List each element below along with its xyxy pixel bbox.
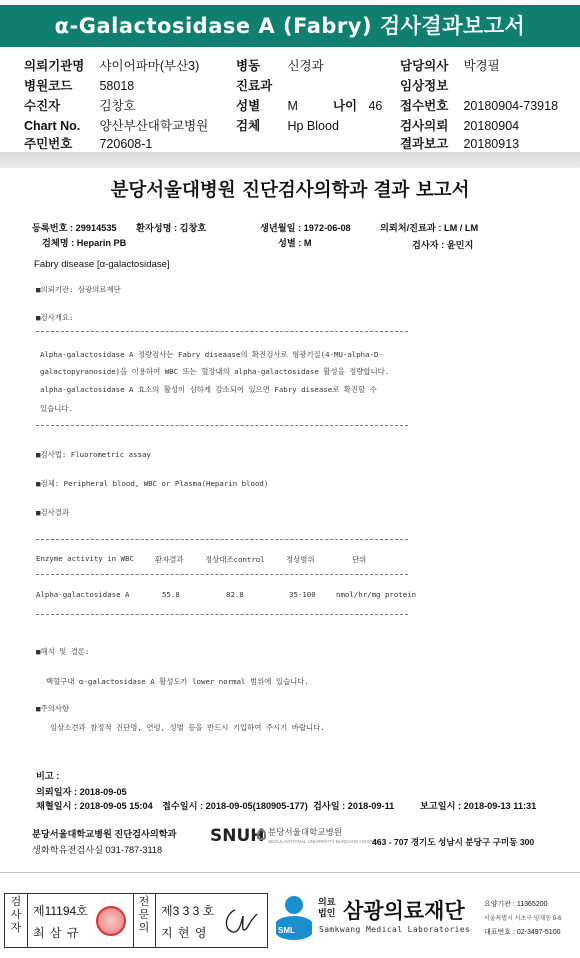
overview-line: Alpha-galactosidase A 정량검사는 Fabry diseaase의 확진검사로 형광기질(4-MU-alpha-D-: [40, 350, 383, 359]
test-date: 검사일 : 2018-09-11: [313, 801, 395, 811]
footer-contact: 생화학유전검사실 031-787-3118: [32, 845, 163, 855]
table-cell: nmol/hr/mg protein: [336, 590, 417, 599]
table-header: 정상범위: [286, 555, 315, 564]
results-heading: ■검사결과: [36, 508, 70, 517]
lab-name: 삼광의료재단: [343, 899, 465, 923]
overview-heading: ■검사개요:: [36, 313, 74, 322]
lab-address: 서울특별시 서초구 양재동 9-6: [484, 916, 562, 922]
dashed-rule: [36, 614, 408, 615]
table-header: Enzyme activity in WBC: [36, 554, 134, 563]
examiner-vertical-label: 검 사 자: [10, 896, 22, 934]
overview-line: 있습니다.: [40, 404, 74, 413]
resident-no-row: [24, 134, 152, 152]
institution-label: 의뢰기관명: [24, 59, 85, 73]
signature-box: [4, 893, 268, 948]
table-cell: Alpha-galactosidase A: [36, 590, 130, 599]
birth-date: 생년월일 : 1972-06-08: [260, 223, 351, 233]
examiner-signature-name: 최 삼 규: [33, 926, 80, 940]
interpretation-text: 백혈구내 α-galactosidase A 활성도가 lower normal 범위에 있습니다.: [46, 677, 309, 686]
table-header: 정상대조control: [205, 555, 265, 564]
examiner-license-no: 제11194호: [33, 904, 88, 918]
sml-logo-icon: [272, 894, 316, 944]
request-date-label: 검사의뢰: [400, 119, 449, 133]
specimen-name: 검체명 : Heparin PB: [42, 238, 127, 248]
dashed-rule: [36, 425, 408, 426]
handwritten-signature-icon: [221, 904, 261, 940]
lab-eng-name: Samkwang Medical Laboratories: [319, 925, 471, 934]
section-divider: [0, 152, 580, 168]
examiner: 검사자 : 윤민지: [412, 240, 474, 250]
report-date-value: 20180913: [463, 137, 520, 151]
request-date: 의뢰일자 : 2018-09-05: [36, 787, 127, 797]
clinical-info-label: 임상정보: [400, 79, 449, 93]
patient-row: [24, 96, 136, 114]
method: ■검사법: Fluorometric assay: [36, 450, 151, 459]
doctor-value: 박경필: [463, 59, 500, 73]
overview-line: galactopyranoside)을 이용하여 WBC 또는 혈장내의 alpha-galactosidase 활성을 정량합니다.: [40, 367, 390, 376]
table-header: 환자결과: [155, 555, 184, 564]
institution-row: [24, 56, 199, 74]
divider: [27, 894, 28, 947]
chart-no-value: 양산부산대학교병원: [99, 119, 209, 133]
snuh-address: 463 - 707 경기도 성남시 분당구 구미동 300: [372, 837, 535, 847]
specimen-row: [236, 116, 339, 134]
report-date-row: [400, 134, 519, 152]
sample-date: 채혈일시 : 2018-09-05 15:04: [36, 801, 153, 811]
table-header: 단위: [352, 555, 367, 564]
specialist-signature-name: 지 현 영: [161, 926, 208, 940]
table-cell: 55.8: [162, 590, 180, 599]
ward-label: 병동: [236, 59, 261, 73]
table-cell: 35-100: [289, 590, 316, 599]
corp-label-1: 의료: [318, 897, 336, 907]
patient-name: 환자성명 : 김창호: [136, 223, 207, 233]
footer-org: 분당서울대학교병원 진단검사의학과: [32, 829, 177, 839]
chart-no-label: Chart No.: [24, 119, 81, 133]
institution-value: 샤이어파마(부산3): [99, 59, 200, 73]
test-name: Fabry disease [α-galactosidase]: [34, 259, 170, 270]
snuh-sub: SEOUL NATIONAL UNIVERSITY BUNDANG HOSPITAL: [268, 839, 382, 844]
receipt-no-label: 접수번호: [400, 99, 449, 113]
ward-row: [236, 56, 324, 74]
interpretation-heading: ■해석 및 결론:: [36, 647, 90, 656]
age-label: 나이: [332, 99, 358, 113]
specialist-license-no: 제3 3 3 호: [161, 904, 215, 918]
receipt-no-row: [400, 96, 558, 114]
resident-no-value: 720608-1: [99, 137, 153, 151]
report-date-label: 결과보고: [400, 137, 449, 151]
reg-no: 등록번호 : 29914535: [32, 223, 117, 233]
requesting-org: ■의뢰기관: 삼광의료재단: [36, 285, 121, 294]
hospital-code-label: 병원코드: [24, 79, 73, 93]
request-date-row: [400, 116, 519, 134]
snuh-name: 분당서울대학교병원: [268, 827, 342, 837]
ward-value: 신경과: [287, 59, 324, 73]
receipt-date: 접수일시 : 2018-09-05(180905-177): [162, 801, 308, 811]
patient-value: 김창호: [99, 99, 136, 113]
hospital-report-title: 분당서울대병원 진단검사의학과 결과 보고서: [110, 180, 470, 201]
dashed-rule: [36, 331, 408, 332]
notes-text: 임상소견과 참정적 진단명, 연령, 성별 등을 반드시 기입하여 주시기 바랍니다.: [50, 723, 325, 732]
examiner-seal-icon: [96, 906, 126, 936]
remarks-label: 비고 :: [36, 771, 60, 781]
hospital-code-row: [24, 76, 134, 94]
sex-value: M: [287, 99, 298, 113]
requesting-dept: 의뢰처/진료과 : LM / LM: [380, 223, 479, 233]
dashed-rule: [36, 574, 408, 575]
specimen-value: Hp Blood: [287, 119, 339, 133]
doctor-label: 담당의사: [400, 59, 449, 73]
request-date-value: 20180904: [463, 119, 520, 133]
table-cell: 82.8: [226, 590, 244, 599]
lab-phone: 대표번호 : 02-3497-5100: [484, 929, 561, 936]
sml-badge: SML: [278, 926, 295, 935]
snuh-emblem-icon: [257, 829, 266, 840]
resident-no-label: 주민번호: [24, 137, 73, 151]
footer-rule: [0, 872, 580, 873]
receipt-no-value: 20180904-73918: [463, 99, 559, 113]
specialist-vertical-label: 전 문 의: [138, 896, 150, 934]
sex-label: 성별: [236, 99, 261, 113]
sex-age-row: [236, 96, 382, 114]
specimen-desc: ■검체: Peripheral blood, WBC or Plasma(Heparin blood): [36, 479, 269, 488]
notes-heading: ■주의사항: [36, 704, 70, 713]
age-value: 46: [368, 99, 383, 113]
divider: [133, 894, 134, 947]
hospital-code-value: 58018: [99, 79, 135, 93]
snuh-logo: SNUH: [210, 826, 265, 846]
patient-label: 수진자: [24, 99, 61, 113]
clinical-info-row: [400, 76, 448, 94]
dept-row: [236, 76, 272, 94]
report-time: 보고일시 : 2018-09-13 11:31: [420, 801, 537, 811]
corp-label: [318, 897, 335, 919]
overview-line: alpha-galactosidase A 효소의 활성이 심하게 감소되어 있으면 Fabry disease로 확진할 수: [40, 385, 377, 394]
lab-code: 요양기관 : 11365200: [484, 901, 548, 908]
report-sex: 성별 : M: [278, 238, 312, 248]
report-title: α-Galactosidase A (Fabry) 검사결과보고서: [0, 5, 580, 47]
divider: [155, 894, 156, 947]
chart-no-row: [24, 116, 208, 134]
dept-label: 진료과: [236, 79, 273, 93]
corp-label-2: 법인: [318, 908, 336, 918]
specimen-label: 검체: [236, 119, 261, 133]
doctor-row: [400, 56, 500, 74]
dashed-rule: [36, 539, 408, 540]
